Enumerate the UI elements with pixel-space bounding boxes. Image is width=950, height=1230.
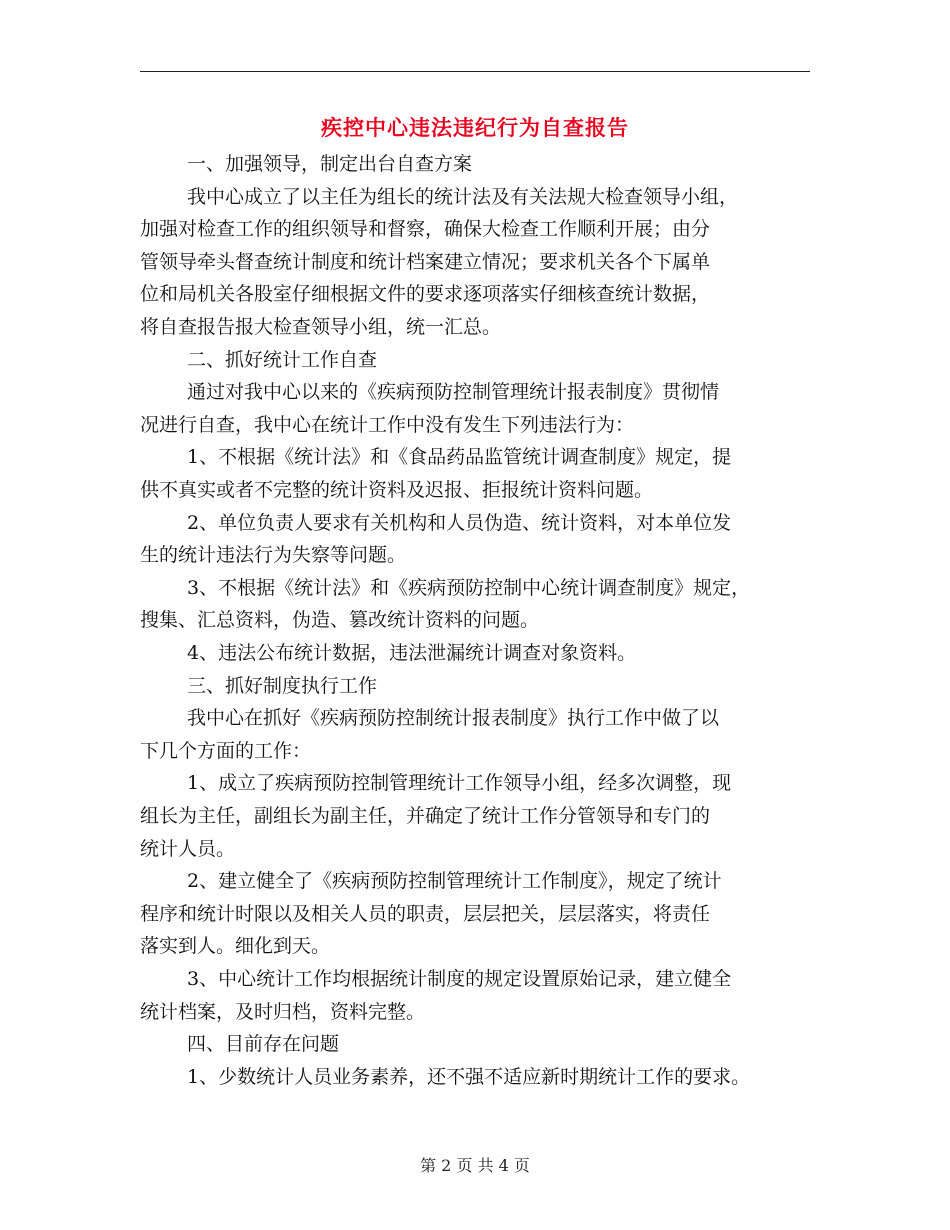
paragraph-line: 况进行自查，我中心在统计工作中没有发生下列违法行为：: [140, 413, 635, 436]
paragraph-line: 我中心在抓好《疾病预防控制统计报表制度》执行工作中做了以: [187, 707, 720, 730]
paragraph-line: 通过对我中心以来的《疾病预防控制管理统计报表制度》贯彻情: [187, 381, 720, 404]
paragraph-line: 2、建立健全了《疾病预防控制管理统计工作制度》，规定了统计: [187, 870, 722, 893]
paragraph-line: 4、违法公布统计数据，违法泄漏统计调查对象资料。: [187, 642, 637, 664]
header-rule: [140, 71, 810, 72]
paragraph-line: 搜集、汇总资料，伪造、篡改统计资料的问题。: [140, 609, 540, 632]
paragraph-line: 三、抓好制度执行工作: [187, 674, 378, 697]
document-title: 疾控中心违法违纪行为自查报告: [321, 116, 629, 140]
paragraph-line: 加强对检查工作的组织领导和督察，确保大检查工作顺利开展；由分: [140, 218, 711, 241]
paragraph-line: 我中心成立了以主任为组长的统计法及有关法规大检查领导小组，: [187, 185, 739, 208]
paragraph-line: 四、目前存在问题: [187, 1033, 340, 1056]
paragraph-line: 程序和统计时限以及相关人员的职责，层层把关，层层落实，将责任: [140, 902, 711, 925]
paragraph-line: 统计档案，及时归档，资料完整。: [140, 1000, 426, 1023]
paragraph-line: 将自查报告报大检查领导小组，统一汇总。: [140, 316, 502, 338]
paragraph-line: 1、不根据《统计法》和《食品药品监管统计调查制度》规定，提: [187, 446, 732, 469]
paragraph-line: 下几个方面的工作：: [140, 739, 312, 762]
paragraph-line: 管领导牵头督查统计制度和统计档案建立情况；要求机关各个下属单: [140, 250, 711, 273]
page-footer: 第 2 页 共 4 页: [420, 1156, 530, 1175]
paragraph-line: 1、少数统计人员业务素养，还不强不适应新时期统计工作的要求。: [187, 1065, 751, 1088]
paragraph-line: 二、抓好统计工作自查: [187, 348, 378, 371]
paragraph-line: 供不真实或者不完整的统计资料及迟报、拒报统计资料问题。: [140, 479, 654, 501]
paragraph-line: 落实到人。细化到天。: [140, 935, 331, 958]
paragraph-line: 一、加强领导，制定出台自查方案: [187, 153, 473, 175]
paragraph-line: 3、不根据《统计法》和《疾病预防控制中心统计调查制度》规定，: [187, 576, 751, 599]
paragraph-line: 1、成立了疾病预防控制管理统计工作领导小组，经多次调整，现: [187, 772, 732, 795]
paragraph-line: 2、单位负责人要求有关机构和人员伪造、统计资料，对本单位发: [187, 511, 732, 534]
paragraph-line: 位和局机关各股室仔细根据文件的要求逐项落实仔细核查统计数据，: [140, 283, 711, 306]
paragraph-line: 组长为主任，副组长为副主任，并确定了统计工作分管领导和专门的: [140, 805, 711, 827]
paragraph-line: 统计人员。: [140, 837, 236, 860]
paragraph-line: 3、中心统计工作均根据统计制度的规定设置原始记录，建立健全: [187, 968, 732, 990]
paragraph-line: 生的统计违法行为失察等问题。: [140, 544, 407, 567]
